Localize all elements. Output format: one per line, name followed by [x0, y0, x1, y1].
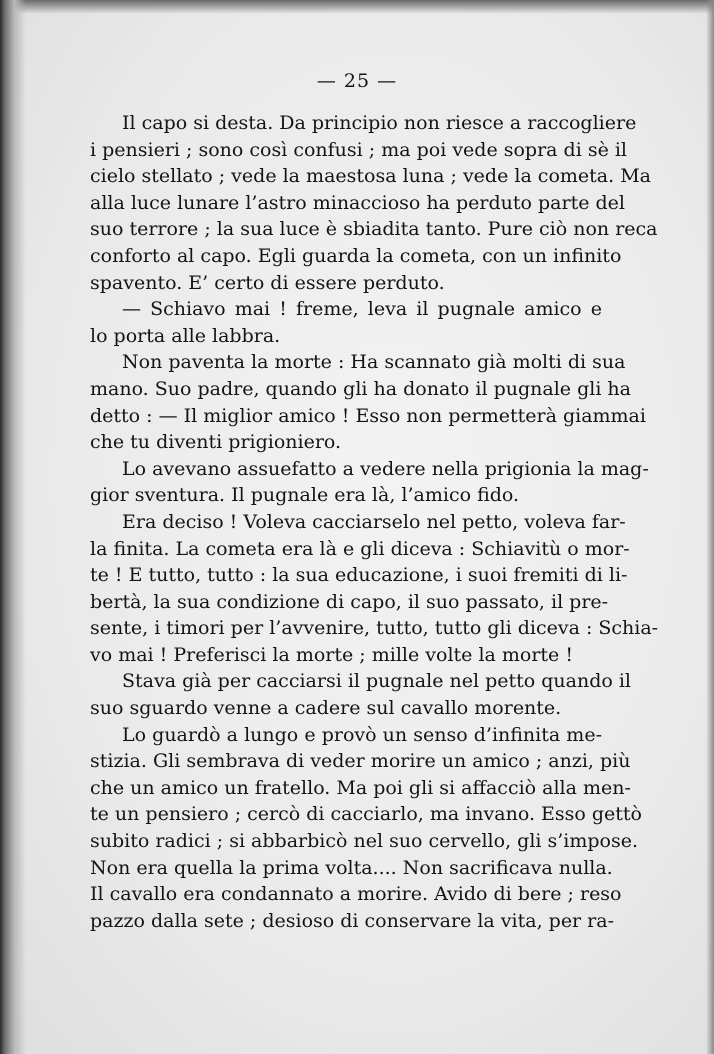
page-number: — 25 —: [316, 70, 398, 92]
text-line: detto : — Il miglior amico ! Esso non permetterà giammai: [90, 404, 646, 427]
text-line: spavento. E’ certo di essere perduto.: [90, 271, 445, 294]
text-line: vo mai ! Preferisci la morte ; mille volte la morte !: [90, 643, 573, 666]
text-line: cielo stellato ; vede la maestosa luna ; vede la cometa. Ma: [90, 165, 651, 188]
text-line: gior sventura. Il pugnale era là, l’amico fido.: [90, 484, 520, 507]
text-line: — Schiavo mai ! freme, leva il pugnale amico e: [122, 298, 602, 321]
text-line: lo porta alle labbra.: [90, 324, 281, 347]
page-right-shadow: [706, 0, 714, 1054]
text-line: Il cavallo era condannato a morire. Avido di bere ; reso: [90, 883, 622, 906]
text-line: sente, i timori per l’avvenire, tutto, tutto gli diceva : Schia-: [90, 617, 659, 640]
text-line: mano. Suo padre, quando gli ha donato il pugnale gli ha: [90, 377, 631, 400]
page-top-shadow: [0, 0, 714, 14]
page-binding-shadow: [0, 0, 26, 1054]
text-line: Stava già per cacciarsi il pugnale nel petto quando il: [122, 670, 632, 693]
text-line: la finita. La cometa era là e gli diceva : Schiavitù o mor-: [90, 537, 630, 560]
text-line: i pensieri ; sono così confusi ; ma poi vede sopra di sè il: [90, 138, 628, 161]
text-line: suo terrore ; la sua luce è sbiadita tanto. Pure ciò non reca: [90, 218, 658, 241]
text-line: Lo avevano assuefatto a vedere nella prigionia la mag-: [122, 457, 649, 480]
text-line: Non era quella la prima volta.... Non sacrificava nulla.: [90, 856, 613, 879]
text-line: subito radici ; si abbarbicò nel suo cervello, gli s’impose.: [90, 830, 639, 853]
text-line: suo sguardo venne a cadere sul cavallo morente.: [90, 697, 562, 720]
text-line: Il capo si desta. Da principio non riesce a raccogliere: [122, 112, 637, 134]
text-line: bertà, la sua condizione di capo, il suo passato, il pre-: [90, 590, 609, 613]
text-line: che un amico un fratello. Ma poi gli si affacciò alla men-: [90, 776, 631, 799]
text-line: Non paventa la morte : Ha scannato già molti di sua: [122, 351, 626, 374]
body-text: [90, 110, 659, 934]
text-line: che tu diventi prigioniero.: [90, 431, 342, 454]
text-line: te un pensiero ; cercò di cacciarlo, ma invano. Esso gettò: [90, 803, 642, 826]
text-line: conforto al capo. Egli guarda la cometa, con un infinito: [90, 244, 622, 267]
text-line: alla luce lunare l’astro minaccioso ha perduto parte del: [90, 191, 625, 214]
text-line: pazzo dalla sete ; desioso di conservare la vita, per ra-: [90, 909, 615, 932]
text-line: Era deciso ! Voleva cacciarselo nel petto, voleva far-: [122, 510, 626, 533]
text-line: te ! E tutto, tutto : la sua educazione, i suoi fremiti di li-: [90, 564, 628, 587]
text-line: stizia. Gli sembrava di veder morire un amico ; anzi, più: [90, 750, 631, 773]
text-line: Lo guardò a lungo e provò un senso d’infinita me-: [122, 723, 602, 746]
